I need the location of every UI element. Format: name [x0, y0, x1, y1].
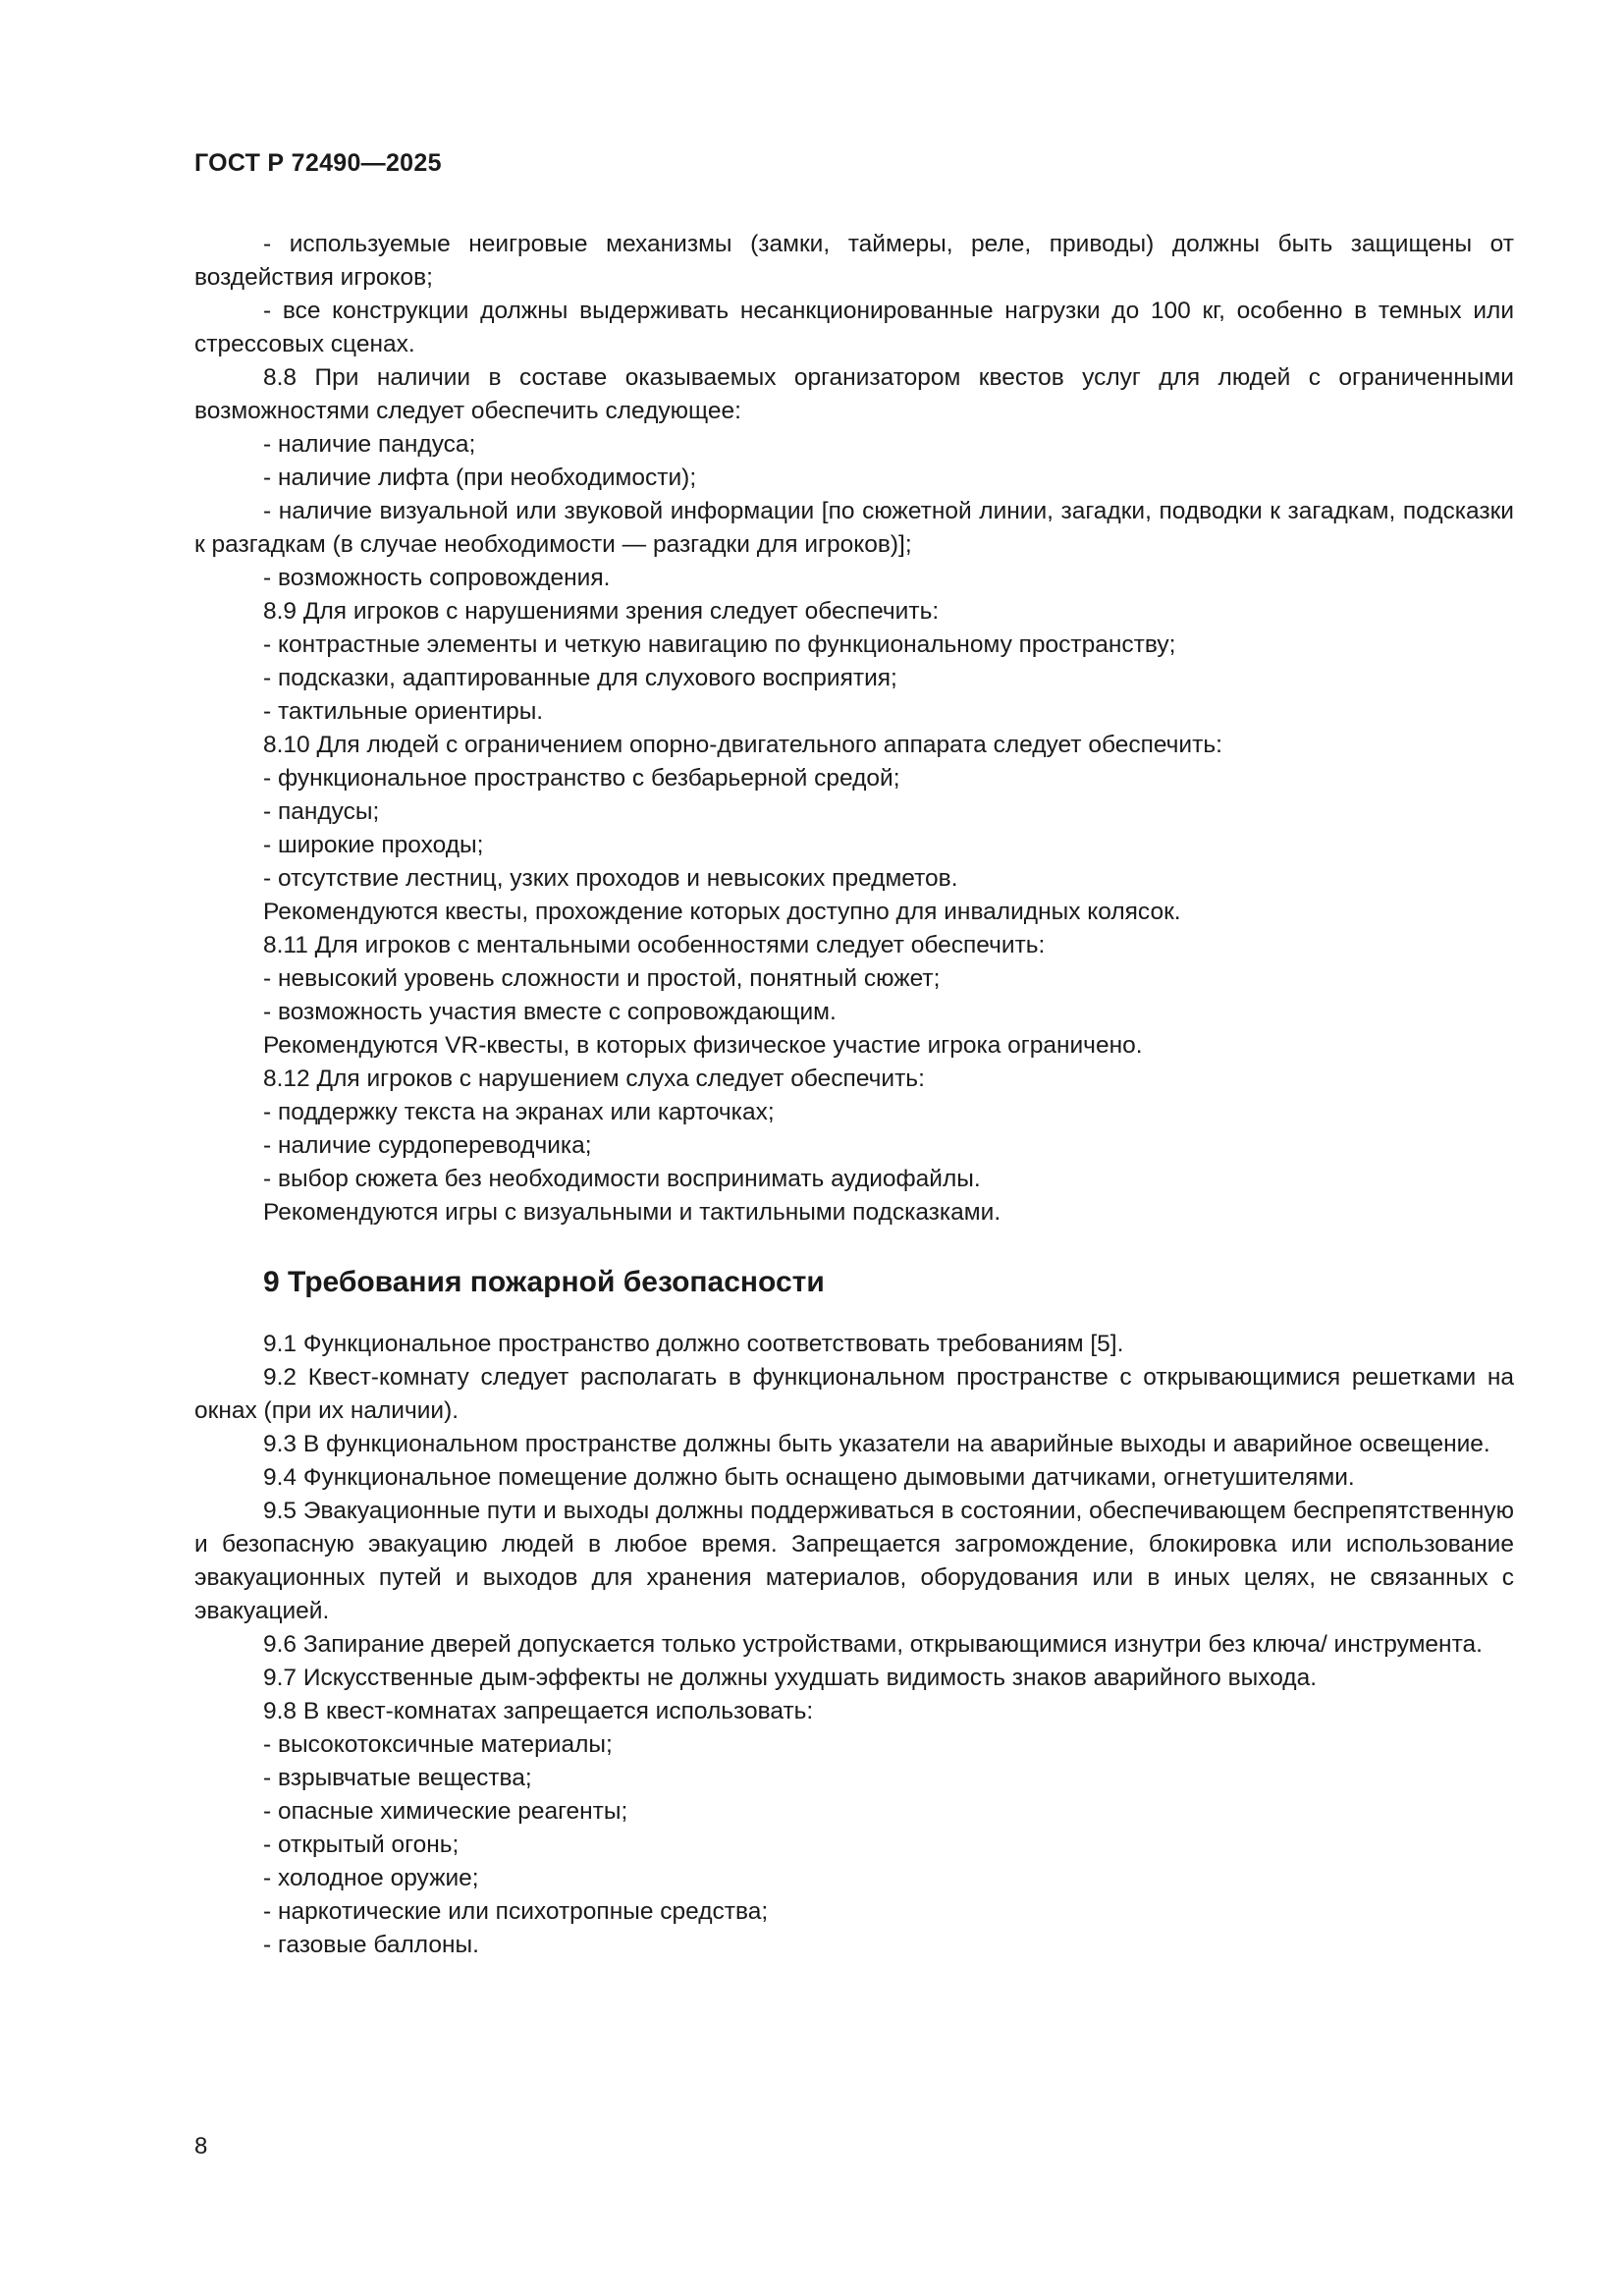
recommendation: Рекомендуются квесты, прохождение которых доступно для инвалидных колясок.	[263, 899, 1181, 925]
clause-9-3: 9.3 В функциональном пространстве должны быть указатели на аварийные выходы и аварийное освещение.	[263, 1431, 1490, 1457]
clause-8-12: 8.12 Для игроков с нарушением слуха следует обеспечить:	[263, 1066, 925, 1092]
clause-9-6: 9.6 Запирание дверей допускается только устройствами, открывающимися изнутри без ключа/ инструмента.	[263, 1631, 1483, 1658]
clause-9-5: 9.5 Эвакуационные пути и выходы должны поддерживаться в состоянии, обеспечивающем беспрепятственную и безопасную эвакуацию людей в любое время. Запрещается загромождение, блокировка или использование эвакуационных путей и выходов для хранения материалов, оборудования или в иных целях, не связанных с эвакуацией.	[194, 1498, 1514, 1624]
document-header: ГОСТ Р 72490—2025	[194, 149, 442, 177]
list-item: - выбор сюжета без необходимости воспринимать аудиофайлы.	[263, 1166, 981, 1192]
list-item: - наличие лифта (при необходимости);	[263, 465, 697, 491]
list-item: - взрывчатые вещества;	[263, 1765, 532, 1791]
list-item: - наличие визуальной или звуковой информации [по сюжетной линии, загадки, подводки к загадкам, подсказки к разгадкам (в случае необходимости — разгадки для игроков)];	[194, 498, 1514, 558]
section-heading: 9 Требования пожарной безопасности	[263, 1266, 825, 1298]
list-item: - высокотоксичные материалы;	[263, 1731, 613, 1758]
clause-8-10: 8.10 Для людей с ограничением опорно-двигательного аппарата следует обеспечить:	[263, 732, 1222, 758]
list-item: - наличие пандуса;	[263, 431, 476, 458]
clause-8-8: 8.8 При наличии в составе оказываемых организатором квестов услуг для людей с ограниченными возможностями следует обеспечить следующее:	[194, 364, 1514, 424]
list-item: - функциональное пространство с безбарьерной средой;	[263, 765, 900, 792]
list-item: - опасные химические реагенты;	[263, 1798, 628, 1825]
clause-8-9: 8.9 Для игроков с нарушениями зрения следует обеспечить:	[263, 598, 940, 625]
clause-9-7: 9.7 Искусственные дым-эффекты не должны ухудшать видимость знаков аварийного выхода.	[263, 1665, 1318, 1691]
list-item: - широкие проходы;	[263, 832, 484, 858]
list-item: - возможность участия вместе с сопровождающим.	[263, 999, 837, 1025]
list-item: - открытый огонь;	[263, 1831, 460, 1858]
list-item: - возможность сопровождения.	[263, 565, 611, 591]
list-item: - невысокий уровень сложности и простой, понятный сюжет;	[263, 965, 941, 992]
clause-9-8: 9.8 В квест-комнатах запрещается использовать:	[263, 1698, 814, 1724]
list-item: - используемые неигровые механизмы (замки, таймеры, реле, приводы) должны быть защищены от воздействия игроков;	[194, 231, 1514, 291]
clause-8-11: 8.11 Для игроков с ментальными особенностями следует обеспечить:	[263, 932, 1046, 958]
list-item: - тактильные ориентиры.	[263, 698, 544, 725]
page-content	[194, 228, 1514, 1962]
list-item: - подсказки, адаптированные для слухового восприятия;	[263, 665, 897, 691]
list-item: - контрастные элементы и четкую навигацию по функциональному пространству;	[263, 631, 1176, 658]
page-number: 8	[194, 2133, 208, 2159]
list-item: - отсутствие лестниц, узких проходов и невысоких предметов.	[263, 865, 958, 892]
clause-9-4: 9.4 Функциональное помещение должно быть оснащено дымовыми датчиками, огнетушителями.	[263, 1464, 1355, 1491]
clause-9-2: 9.2 Квест-комнату следует располагать в функциональном пространстве с открывающимися решетками на окнах (при их наличии).	[194, 1364, 1514, 1424]
recommendation: Рекомендуются игры с визуальными и тактильными подсказками.	[263, 1199, 1001, 1226]
list-item: - пандусы;	[263, 798, 380, 825]
list-item: - наркотические или психотропные средства;	[263, 1898, 769, 1925]
clause-9-1: 9.1 Функциональное пространство должно соответствовать требованиям [5].	[263, 1331, 1124, 1357]
list-item: - наличие сурдопереводчика;	[263, 1132, 592, 1159]
list-item: - все конструкции должны выдерживать несанкционированные нагрузки до 100 кг, особенно в темных или стрессовых сценах.	[194, 298, 1514, 357]
list-item: - газовые баллоны.	[263, 1932, 479, 1958]
list-item: - холодное оружие;	[263, 1865, 479, 1891]
list-item: - поддержку текста на экранах или карточках;	[263, 1099, 775, 1125]
recommendation: Рекомендуются VR-квесты, в которых физическое участие игрока ограничено.	[263, 1032, 1143, 1059]
